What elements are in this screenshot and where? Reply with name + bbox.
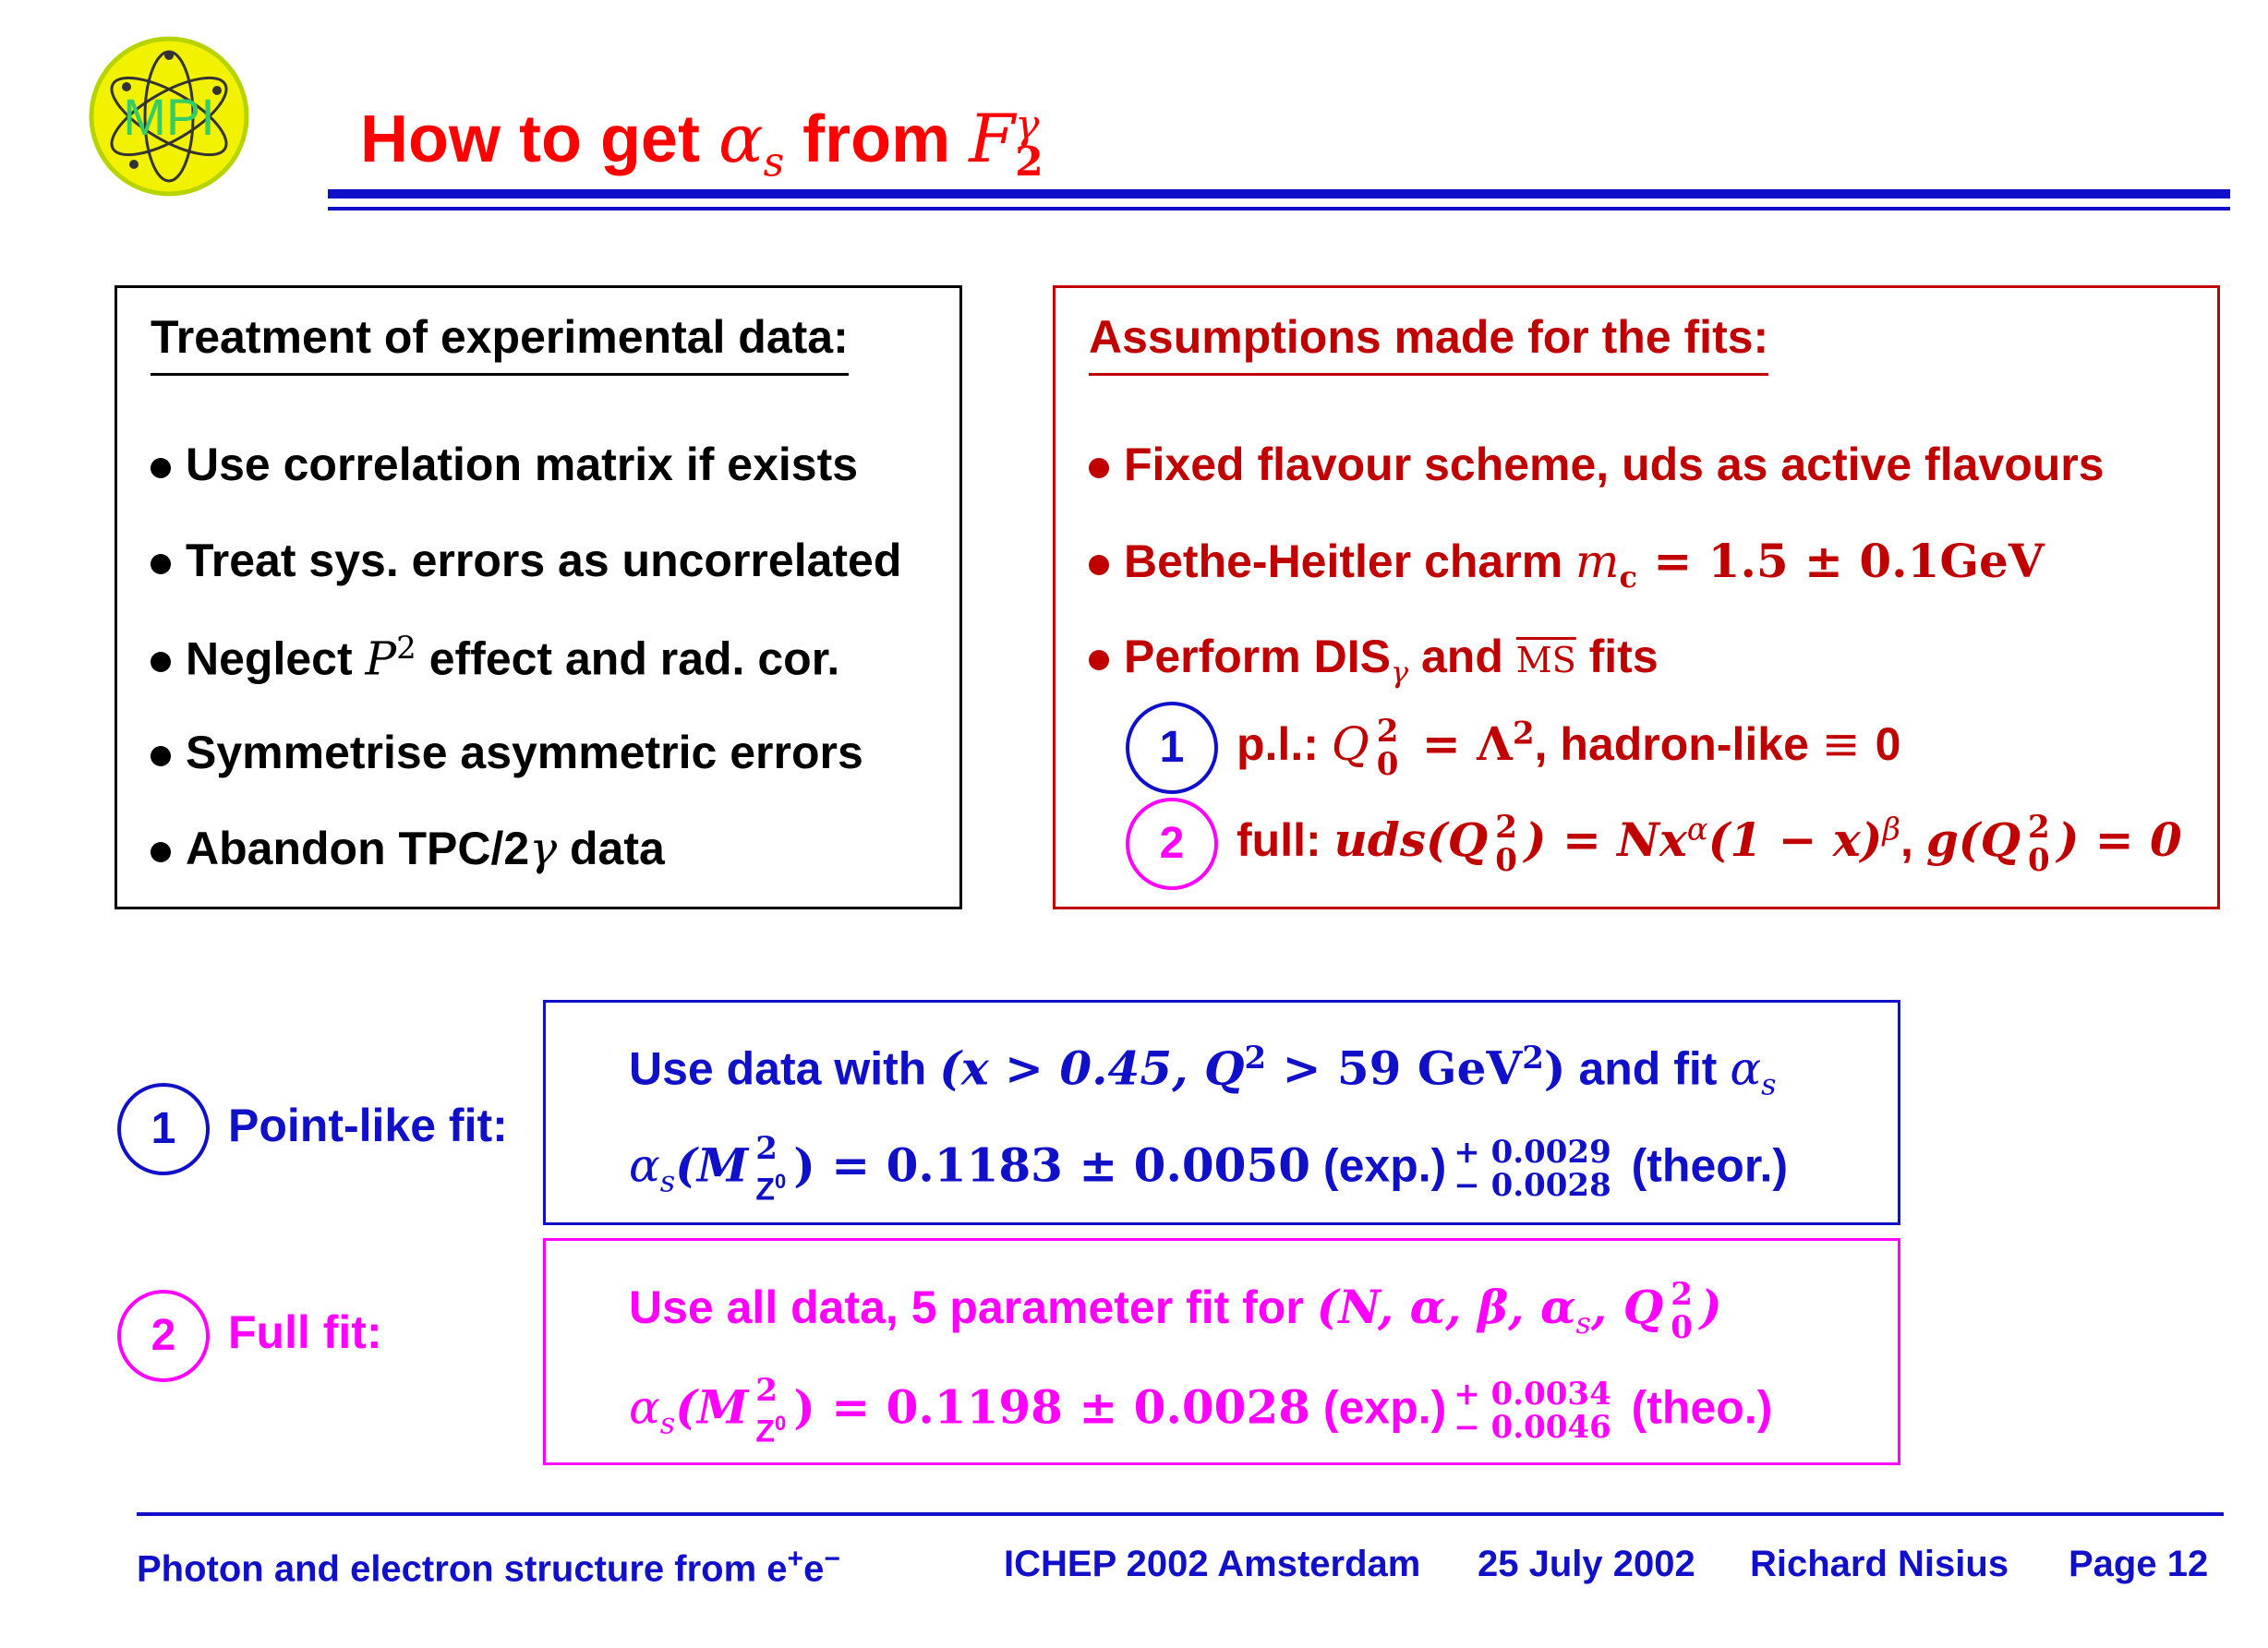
fit2-alpha-sub: s	[659, 1405, 676, 1441]
title-rule-thin	[328, 207, 2230, 211]
footer-rule	[137, 1512, 2224, 1516]
ass-item-3-sub: γ	[1390, 655, 1409, 690]
ass-sub-1-equiv: ≡	[1821, 717, 1876, 772]
fit1-line1-pre: Use data with	[629, 1042, 940, 1095]
fit2-theor: (theo.)	[1618, 1381, 1773, 1434]
ass-sub-2-sub: 0	[1495, 842, 1517, 879]
number-circle-2: 2	[1126, 798, 1218, 890]
footer-talk-title	[137, 1544, 840, 1590]
ass-sub-2-g-sup: 2	[2028, 809, 2050, 846]
fit1-alpha-sub: s	[659, 1163, 676, 1199]
number-circle-1: 1	[1126, 702, 1218, 794]
number-circle-2: 2	[117, 1290, 210, 1382]
fit2-q-sub: 0	[1671, 1309, 1693, 1346]
point-like-fit-box	[543, 1000, 1900, 1225]
footer-date: 25 July 2002	[1478, 1544, 1695, 1584]
footer-talk-text: Photon and electron structure from e	[137, 1548, 788, 1590]
ass-sub-2	[1126, 798, 2182, 890]
bullet-dot	[151, 554, 171, 574]
ass-sub-1	[1126, 702, 1900, 794]
ass-item-3-mid: and	[1408, 631, 1516, 682]
bullet-dot	[1089, 555, 1109, 575]
full-fit-label	[117, 1290, 382, 1382]
fit1-theor: (theor.)	[1618, 1139, 1789, 1192]
ass-item-1-text: Fixed flavour scheme, uds as active flavours	[1124, 439, 2105, 490]
fit2-minus: − 0.0046	[1454, 1409, 1611, 1447]
exp-item-2-text: Treat sys. errors as uncorrelated	[186, 535, 902, 586]
experimental-treatment-box	[115, 285, 962, 909]
fit1-plus: + 0.0029	[1454, 1134, 1611, 1172]
fit1-m-sub-z: Z	[755, 1172, 775, 1208]
fit1-label-text: Point-like fit:	[228, 1100, 508, 1152]
exp-item-5-post: data	[557, 823, 665, 874]
ass-sub-1-eq: = Λ	[1405, 716, 1513, 772]
exp-item-3-sup: 2	[396, 630, 416, 667]
bullet-dot	[151, 746, 171, 766]
fit2-line1-params3: )	[1699, 1280, 1722, 1335]
fit1-m-scripts	[755, 1132, 786, 1206]
fit2-m-scripts	[755, 1374, 786, 1448]
fit2-open: (M	[675, 1379, 749, 1435]
fit1-line1-cond: (x > 0.45, Q	[939, 1041, 1245, 1096]
assumptions-box	[1053, 285, 2220, 909]
exp-item-3	[151, 630, 839, 686]
fit2-m-sup: 2	[755, 1372, 778, 1409]
fit2-line1	[629, 1278, 1722, 1344]
exp-item-3-math: P	[365, 632, 397, 686]
ass-item-3-ms: $\overline{MS}$	[1515, 640, 1576, 680]
footer-sup-plus: +	[787, 1544, 804, 1574]
fit2-m-sub-sup: 0	[774, 1412, 787, 1435]
fit2-theory-errors	[1454, 1376, 1611, 1447]
exp-item-1	[151, 438, 858, 491]
ass-sub-2-g-end: ) = 0	[2057, 812, 2182, 868]
fit1-line1-sup: 2	[1244, 1040, 1267, 1077]
title-prefix: How to get	[360, 102, 718, 176]
ass-item-2-m-sub: c	[1619, 559, 1637, 595]
full-fit-box	[543, 1238, 1900, 1465]
fit1-close: ) = 0.1183 ± 0.0050	[793, 1137, 1311, 1193]
experimental-heading: Treatment of experimental data:	[151, 310, 849, 376]
number-circle-1: 1	[117, 1083, 210, 1175]
fit1-m-sup: 2	[755, 1130, 778, 1167]
footer-author: Richard Nisius	[1750, 1544, 2009, 1584]
bullet-dot	[151, 458, 171, 478]
footer-conference: ICHEP 2002 Amsterdam	[1004, 1544, 1421, 1584]
fit2-alpha: α	[629, 1380, 660, 1435]
exp-item-4-text: Symmetrise asymmetric errors	[186, 727, 863, 778]
fit2-close: ) = 0.1198 ± 0.0028	[793, 1379, 1311, 1435]
slide-title	[360, 100, 1044, 186]
fit2-exp: (exp.)	[1310, 1381, 1447, 1434]
fit1-theory-errors	[1454, 1134, 1611, 1205]
exp-item-5-pre: Abandon TPC/2	[186, 823, 530, 874]
exp-item-3-post: effect and rad. cor.	[416, 632, 840, 685]
ass-sub-1-q-sup: 2	[1376, 713, 1399, 750]
ass-sub-1-eq-sup: 2	[1512, 715, 1535, 752]
ass-sub-2-g-sub: 0	[2028, 842, 2050, 879]
logo-text: MPI	[123, 88, 215, 146]
bullet-dot	[151, 652, 171, 672]
ass-sub-2-g-scripts	[2028, 811, 2050, 877]
fit2-plus: + 0.0034	[1454, 1376, 1611, 1413]
exp-item-2	[151, 534, 901, 587]
fit1-minus: − 0.0028	[1454, 1167, 1611, 1205]
ass-item-2-m: m	[1575, 535, 1620, 588]
fit1-line1-alpha-sub: s	[1761, 1066, 1777, 1102]
title-F-scripts	[1015, 101, 1044, 186]
title-F: F	[969, 100, 1016, 177]
title-F-sub: 2	[1015, 138, 1044, 186]
bullet-dot	[1089, 458, 1109, 478]
fit1-line1	[629, 1040, 1777, 1102]
exp-item-1-text: Use correlation matrix if exists	[186, 439, 859, 490]
fit2-line1-pre: Use all data, 5 parameter fit for	[629, 1281, 1317, 1334]
ass-sub-2-sup: 2	[1495, 809, 1517, 846]
fit2-m-sub-z: Z	[755, 1413, 775, 1450]
fit2-q-sup: 2	[1671, 1276, 1693, 1313]
ass-sub-1-zero: 0	[1875, 718, 1901, 771]
ass-item-3-pre: Perform DIS	[1124, 631, 1391, 682]
fit1-m-sub-sup: 0	[774, 1170, 787, 1193]
fit1-line1-alpha: α	[1730, 1041, 1762, 1096]
ass-item-1	[1089, 438, 2105, 491]
ass-sub-1-q: Q	[1331, 717, 1369, 772]
fit2-q-scripts	[1671, 1278, 1693, 1344]
footer-page-number: Page 12	[2069, 1544, 2209, 1584]
ass-sub-2-expr: uds(Q	[1333, 812, 1489, 868]
ass-sub-1-post: , hadron-like	[1534, 718, 1822, 771]
title-rule-thick	[328, 189, 2230, 198]
ass-sub-1-q-sub: 0	[1376, 746, 1399, 783]
fit1-alpha: α	[629, 1138, 660, 1193]
fit1-line1-cond3: )	[1543, 1041, 1566, 1096]
bullet-dot	[1089, 650, 1109, 670]
bullet-dot	[151, 842, 171, 862]
exp-item-5-math: γ	[529, 822, 558, 875]
title-F-sup: γ	[1015, 101, 1040, 149]
fit1-result	[629, 1132, 1788, 1206]
footer-e2: e	[803, 1548, 825, 1590]
ass-sub-2-pre: full:	[1237, 814, 1334, 867]
point-like-fit-label	[117, 1083, 508, 1175]
mpi-logo	[88, 35, 250, 198]
ass-item-2	[1089, 534, 2045, 595]
ass-sub-2-expr2: ) = Nx	[1524, 812, 1687, 868]
ass-sub-1-q-scripts	[1377, 715, 1399, 781]
ass-item-2-eq: = 1.5 ± 0.1GeV	[1636, 534, 2045, 588]
fit1-exp: (exp.)	[1310, 1139, 1447, 1192]
ass-sub-2-sep: ,	[1900, 814, 1926, 867]
fit2-label-text: Full fit:	[228, 1306, 382, 1359]
fit2-line1-params: (N, α, β, α	[1316, 1280, 1576, 1335]
ass-item-3	[1089, 630, 1659, 690]
fit1-line1-sup2: 2	[1522, 1040, 1544, 1077]
ass-sub-2-g: g(Q	[1925, 812, 2021, 868]
fit2-line1-params-sub: s	[1575, 1305, 1591, 1341]
ass-sub-1-pre: p.l.:	[1237, 718, 1332, 771]
ass-sub-2-alpha: α	[1686, 811, 1708, 848]
footer-sup-minus: −	[824, 1544, 840, 1574]
exp-item-3-pre: Neglect	[186, 632, 366, 685]
title-from: from	[784, 102, 970, 176]
fit2-line1-params2: , Q	[1590, 1280, 1664, 1335]
title-alpha: α	[718, 100, 764, 177]
ass-sub-2-expr3: (1 − x)	[1707, 812, 1883, 868]
exp-item-4	[151, 726, 863, 779]
ass-sub-2-beta: β	[1882, 811, 1901, 848]
ass-sub-2-scripts	[1495, 811, 1517, 877]
fit1-line1-post: and fit	[1565, 1042, 1731, 1095]
fit2-result	[629, 1374, 1772, 1448]
assumptions-heading: Assumptions made for the fits:	[1089, 310, 1768, 376]
ass-item-3-post: fits	[1575, 631, 1659, 682]
ass-item-2-pre: Bethe-Heitler charm	[1124, 535, 1576, 587]
fit2-m-sub	[755, 1407, 786, 1448]
exp-item-5	[151, 822, 665, 875]
fit1-m-sub	[755, 1165, 786, 1206]
fit1-open: (M	[675, 1137, 749, 1193]
title-alpha-sub: s	[763, 138, 785, 186]
fit1-line1-cond2: > 59 GeV	[1266, 1041, 1523, 1096]
